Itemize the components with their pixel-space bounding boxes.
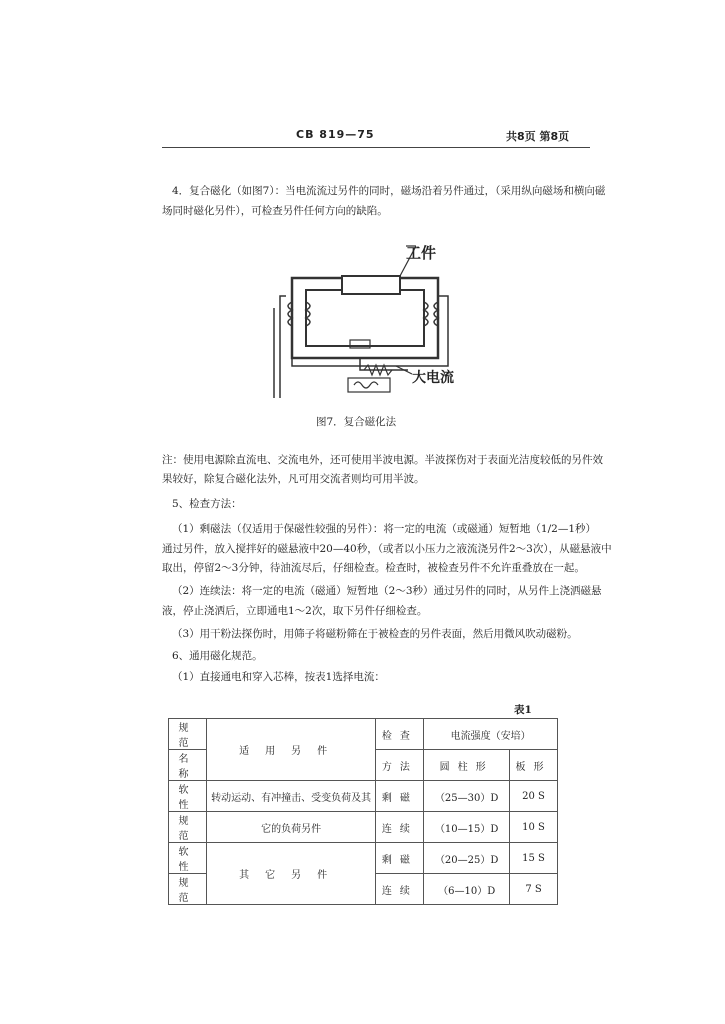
table-row-method: 剩磁 xyxy=(376,843,424,874)
group-1-line-1: 软性 xyxy=(169,781,207,812)
header-plate: 板形 xyxy=(510,750,558,781)
table-row-cylindrical: （25—30）D xyxy=(424,781,510,812)
header-method: 方法 xyxy=(376,750,424,781)
group-2-line-1: 软性 xyxy=(169,843,207,874)
parts-other: 其它另件 xyxy=(206,843,375,905)
workpiece-label: 工件 xyxy=(406,244,437,262)
table-row-cylindrical: （20—25）D xyxy=(424,843,510,874)
parts-line-1: 转动运动、有冲撞击、受变负荷及其 xyxy=(206,781,375,812)
table-row-method: 剩磁 xyxy=(376,781,424,812)
section-6-heading: 6、通用磁化规范。 xyxy=(172,650,263,662)
parts-line-2: 它的负荷另件 xyxy=(206,812,375,843)
composite-magnetization-diagram xyxy=(268,236,468,406)
table-row-plate: 15 S xyxy=(510,843,558,874)
section-6-item-1: （1）直接通电和穿入芯棒，按表1选择电流： xyxy=(172,671,385,683)
header-check: 检查 xyxy=(376,719,424,750)
header-parts: 适用另件 xyxy=(206,719,375,781)
table-label: 表1 xyxy=(514,704,532,716)
paragraph-4-line-2: 场同时磁化另件），可检查另件任何方向的缺陷。 xyxy=(162,205,388,217)
method-1-line-1: （1）剩磁法（仅适用于保磁性较强的另件）：将一定的电流（或磁通）短暂地（1/2—1秒） xyxy=(172,523,597,535)
large-current-label: 大电流 xyxy=(412,370,454,386)
method-1-line-2: 通过另件，放入搅拌好的磁悬液中20—40秒，（或者以小压力之液流浇另件2～3次），从磁悬液中 xyxy=(162,543,612,555)
method-2-line-2: 液，停止浇洒后，立即通电1～2次，取下另件仔细检查。 xyxy=(162,605,428,617)
table-row-method: 连续 xyxy=(376,812,424,843)
section-5-heading: 5、检查方法： xyxy=(172,498,242,510)
group-1-line-2: 规范 xyxy=(169,812,207,843)
header-cylindrical: 圆柱形 xyxy=(424,750,510,781)
note-line-1: 注：使用电源除直流电、交流电外，还可使用半波电源。半波探伤对于表面光洁度较低的另件效 xyxy=(162,454,603,466)
table-row-method: 连续 xyxy=(376,874,424,905)
table-row-plate: 10 S xyxy=(510,812,558,843)
table-row-plate: 7 S xyxy=(510,874,558,905)
paragraph-4-line-1: 4．复合磁化（如图7）：当电流流过另件的同时，磁场沿着另件通过，（采用纵向磁场和横向磁 xyxy=(172,185,606,197)
figure-caption: 图7．复合磁化法 xyxy=(316,416,397,428)
group-2-line-2: 规范 xyxy=(169,874,207,905)
table-row-cylindrical: （10—15）D xyxy=(424,812,510,843)
page-number: 共8页 第8页 xyxy=(506,130,570,143)
note-line-2: 果较好，除复合磁化法外，凡可用交流者则均可用半波。 xyxy=(162,473,425,485)
document-code: CB 819—75 xyxy=(296,128,375,141)
method-3: （3）用干粉法探伤时，用筛子将磁粉筛在于被检查的另件表面，然后用微风吹动磁粉。 xyxy=(172,628,578,640)
method-1-line-3: 取出，停留2～3分钟，待油流尽后，仔细检查。检查时，被检查另件不允许重叠放在一起。 xyxy=(162,562,585,574)
header-current: 电流强度（安培） xyxy=(424,719,558,750)
header-rule-cell: 规范 xyxy=(169,719,207,750)
table-row-plate: 20 S xyxy=(510,781,558,812)
method-2-line-1: （2）连续法：将一定的电流（磁通）短暂地（2～3秒）通过另件的同时，从另件上浇洒磁悬 xyxy=(172,585,602,597)
magnetization-spec-table xyxy=(168,718,558,905)
header-rule xyxy=(162,147,590,148)
header-name: 名称 xyxy=(169,750,207,781)
table-row-cylindrical: （6—10）D xyxy=(424,874,510,905)
